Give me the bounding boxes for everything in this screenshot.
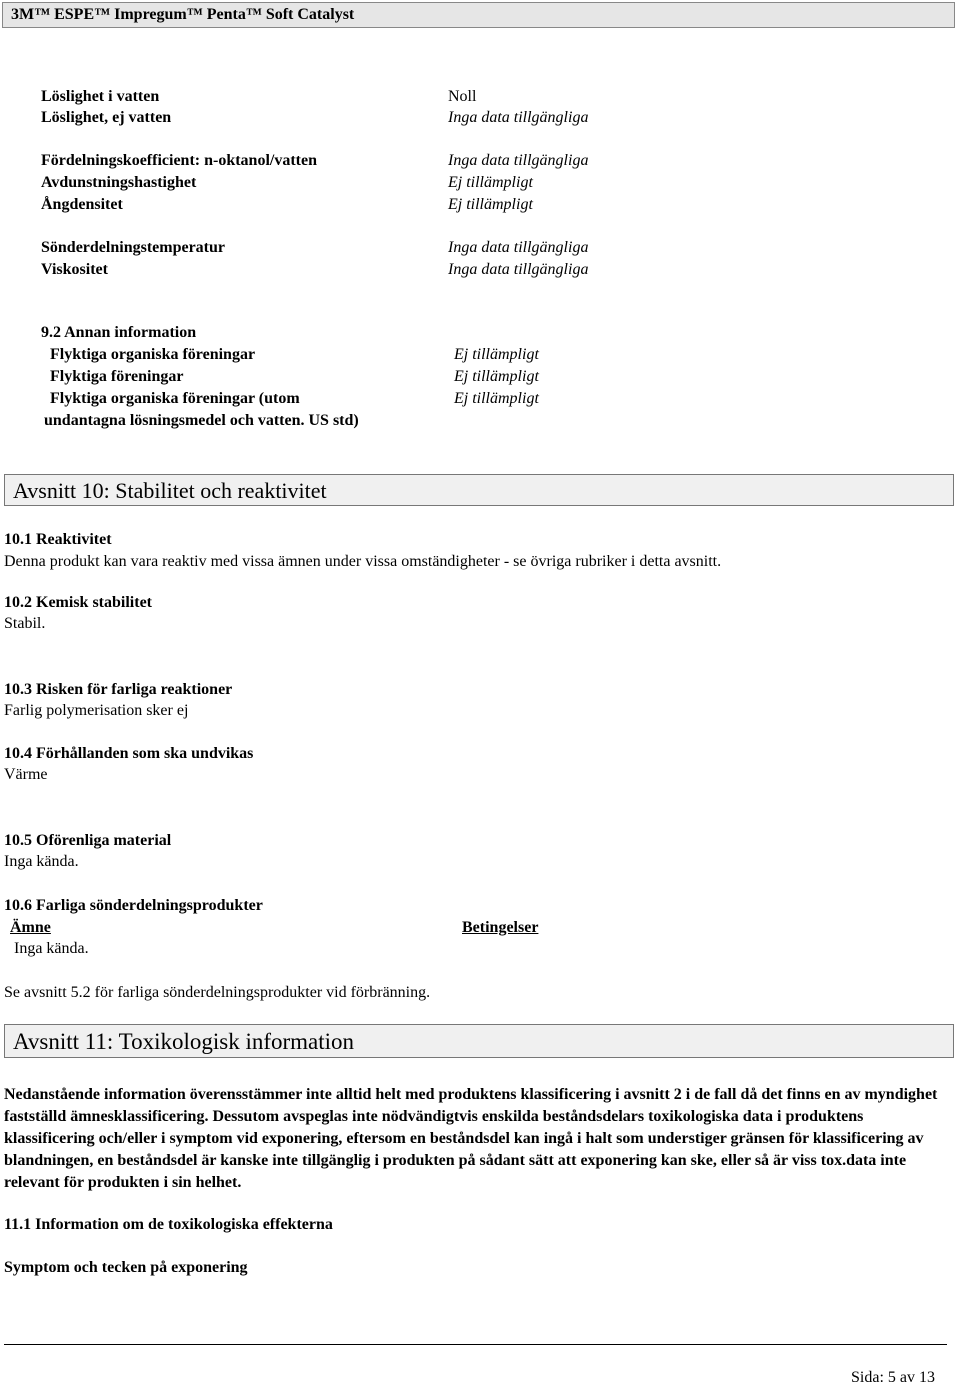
property-label: Avdunstningshastighet bbox=[41, 174, 197, 191]
property-value: Ej tillämpligt bbox=[454, 368, 539, 385]
property-value: Inga data tillgängliga bbox=[448, 261, 589, 278]
subsection-text: Värme bbox=[4, 766, 48, 783]
subsection-heading: 10.6 Farliga sönderdelningsprodukter bbox=[4, 897, 263, 914]
property-label: Flyktiga organiska föreningar (utom bbox=[50, 390, 300, 407]
section-11-intro: Nedanstående information överensstämmer inte alltid helt med produktens klassificering i avsnitt 2 i de fall då det finns en av myndighet fastställd ämnesklassificering. Dessutom avspeglas inte nödvändigtvis enskilda beståndsdelars toxikologiska data i produktens klassificering och/eller i symptom vid exponering, eftersom en beståndsdel kan ingå i halt som understiger gränsen för klassificering av blandningen, en beståndsdel är kanske inte tillgänglig i produkten på sådant sätt att exponering kan ske, eller så är viss tox.data inte relevant för produkten i sin helhet. bbox=[4, 1086, 938, 1191]
subsection-text: Stabil. bbox=[4, 615, 46, 632]
subsection-heading: 10.2 Kemisk stabilitet bbox=[4, 594, 152, 611]
subsection-heading: 10.4 Förhållanden som ska undvikas bbox=[4, 745, 254, 762]
property-label: Fördelningskoefficient: n-oktanol/vatten bbox=[41, 152, 317, 169]
property-value: Ej tillämpligt bbox=[448, 174, 533, 191]
section-10-header bbox=[4, 474, 954, 506]
section-title: Avsnitt 10: Stabilitet och reaktivitet bbox=[13, 478, 327, 503]
table-header-substance: Ämne bbox=[10, 919, 51, 936]
subsection-text: Denna produkt kan vara reaktiv med vissa ämnen under vissa omständigheter - se övriga rubriker i detta avsnitt. bbox=[4, 553, 722, 570]
subsection-heading: 11.1 Information om de toxikologiska effekterna bbox=[4, 1216, 333, 1233]
property-label-continued: undantagna lösningsmedel och vatten. US std) bbox=[44, 412, 359, 429]
property-label: Ångdensitet bbox=[41, 196, 123, 213]
property-value: Ej tillämpligt bbox=[448, 196, 533, 213]
section-title: Avsnitt 11: Toxikologisk information bbox=[13, 1029, 355, 1054]
property-label: Flyktiga föreningar bbox=[50, 368, 184, 385]
subsection-heading: 10.1 Reaktivitet bbox=[4, 531, 112, 548]
property-value: Inga data tillgängliga bbox=[448, 109, 589, 126]
property-value: Ej tillämpligt bbox=[454, 390, 539, 407]
property-value: Inga data tillgängliga bbox=[448, 152, 589, 169]
property-value: Noll bbox=[448, 88, 477, 105]
property-value: Ej tillämpligt bbox=[454, 346, 539, 363]
table-header-conditions: Betingelser bbox=[462, 919, 539, 936]
footer-divider bbox=[4, 1344, 947, 1345]
subsection-text: Inga kända. bbox=[4, 853, 79, 870]
section-11-header bbox=[4, 1024, 954, 1058]
property-label: Sönderdelningstemperatur bbox=[41, 239, 225, 256]
property-value: Inga data tillgängliga bbox=[448, 239, 589, 256]
subsection-note: Se avsnitt 5.2 för farliga sönderdelningsprodukter vid förbränning. bbox=[4, 984, 431, 1001]
subsection-heading: 10.3 Risken för farliga reaktioner bbox=[4, 681, 233, 698]
document-header bbox=[2, 2, 955, 28]
product-title: 3M™ ESPE™ Impregum™ Penta™ Soft Catalyst bbox=[11, 6, 355, 23]
subsection-heading: 10.5 Oförenliga material bbox=[4, 832, 172, 849]
subsection-heading: Symptom och tecken på exponering bbox=[4, 1259, 248, 1276]
subsection-heading: 9.2 Annan information bbox=[41, 324, 197, 341]
subsection-text: Farlig polymerisation sker ej bbox=[4, 702, 189, 719]
property-label: Löslighet i vatten bbox=[41, 88, 160, 105]
property-label: Viskositet bbox=[41, 261, 108, 278]
property-label: Flyktiga organiska föreningar bbox=[50, 346, 256, 363]
table-cell: Inga kända. bbox=[14, 940, 89, 957]
page-number: Sida: 5 av 13 bbox=[851, 1369, 935, 1386]
property-label: Löslighet, ej vatten bbox=[41, 109, 172, 126]
